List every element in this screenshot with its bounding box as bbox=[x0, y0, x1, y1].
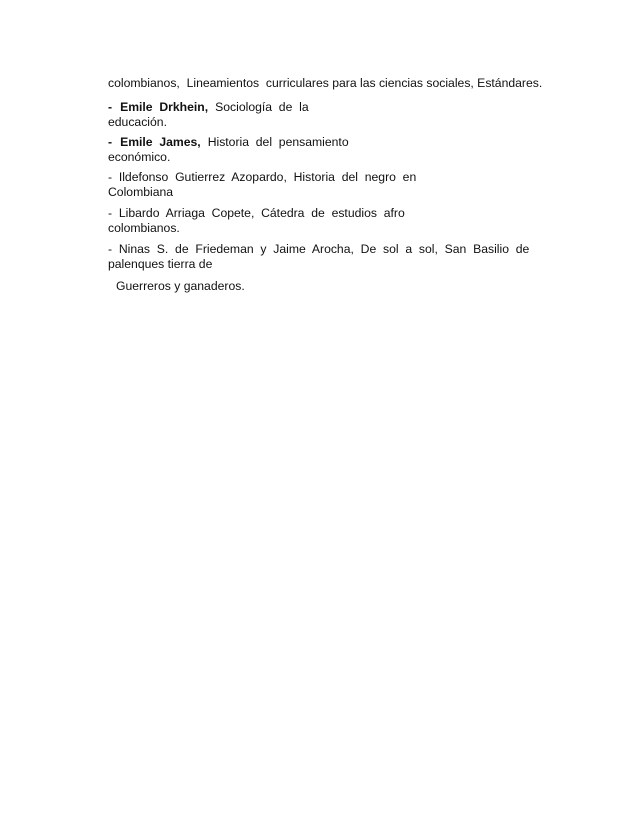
reference-friedeman-line2: palenques tierra de bbox=[108, 257, 213, 271]
reference-arriaga-line2: colombianos. bbox=[108, 221, 180, 235]
intro-line: colombianos, Lineamientos curriculares para las ciencias sociales, Estándares. bbox=[108, 76, 543, 90]
reference-james-line2: económico. bbox=[108, 150, 171, 164]
title-durkheim: Sociología de la bbox=[215, 100, 309, 114]
bullet-dash: - bbox=[108, 100, 113, 114]
author-durkheim: Emile Drkhein, bbox=[120, 100, 209, 114]
author-james: Emile James, bbox=[120, 135, 201, 149]
reference-james-line1 bbox=[108, 135, 349, 150]
bullet-dash: - bbox=[108, 135, 113, 149]
reference-arriaga-line1: - Libardo Arriaga Copete, Cátedra de estudios afro bbox=[108, 206, 405, 220]
reference-friedeman-line1: - Ninas S. de Friedeman y Jaime Arocha, De sol a sol, San Basilio de bbox=[108, 242, 530, 256]
reference-durkheim-line1 bbox=[108, 100, 309, 115]
reference-durkheim-line2: educación. bbox=[108, 115, 167, 129]
reference-gutierrez-line2: Colombiana bbox=[108, 185, 174, 199]
reference-friedeman-line3: Guerreros y ganaderos. bbox=[116, 279, 245, 293]
title-james: Historia del pensamiento bbox=[207, 135, 349, 149]
reference-gutierrez-line1: - Ildefonso Gutierrez Azopardo, Historia del negro en bbox=[108, 170, 417, 184]
